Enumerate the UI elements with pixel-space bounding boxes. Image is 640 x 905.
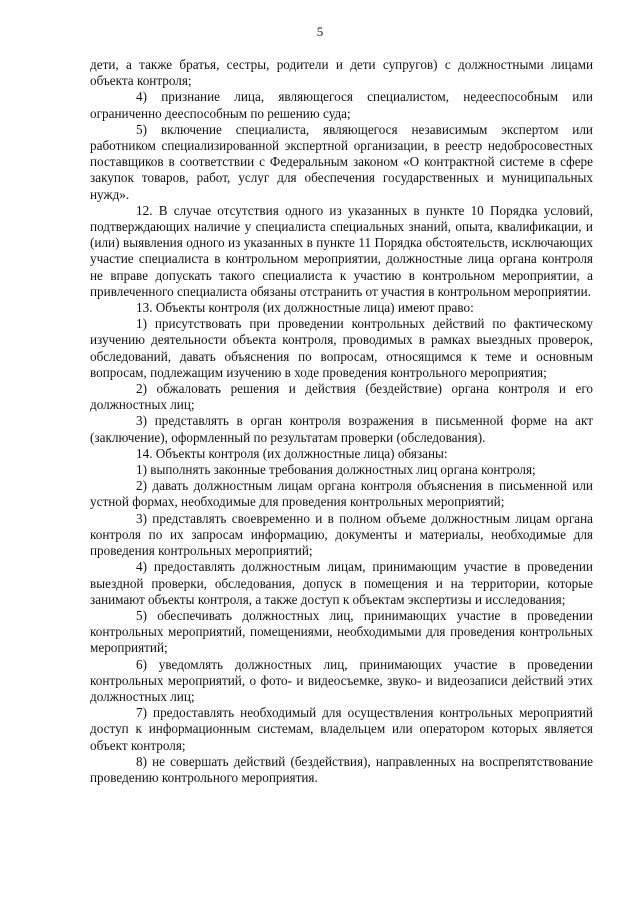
paragraph-clause-14-item-8: 8) не совершать действий (бездействия), направленных на воспрепятствование проведению контрольного мероприятия. [90,753,593,785]
paragraph-clause-14-item-3: 3) представлять своевременно и в полном объеме должностным лицам органа контроля по их запросам информацию, документы и материалы, необходимые для проведения контрольных мероприятий; [90,510,593,559]
paragraph-clause-13-item-1: 1) присутствовать при проведении контрольных действий по фактическому изучению деятельности объекта контроля, проводимых в рамках выездных проверок, обследований, давать объяснения по вопросам, относящимся к теме и основным вопросам, подлежащим изучению в ходе проведения контрольного мероприятия; [90,316,593,380]
paragraph-clause-14: 14. Объекты контроля (их должностные лица) обязаны: [136,445,448,461]
paragraph-continuation: дети, а также братья, сестры, родители и дети супругов) с должностными лицами объекта контроля; [90,57,593,89]
paragraph-clause-12: 12. В случае отсутствия одного из указанных в пункте 10 Порядка условий, подтверждающих наличие у специалиста специальных знаний, опыта, квалификации, и (или) выявления одного из указанных в пункте 11 Порядка обстоятельств, исключающих участие специалиста в контрольном мероприятии, должностные лица органа контроля не вправе допускать такого специалиста к участию в контрольном мероприятии, а привлеченного специалиста обязаны отстранить от участия в контрольном мероприятии. [90,202,593,299]
paragraph-clause-14-item-4: 4) предоставлять должностным лицам, принимающим участие в проведении выездной проверки, обследования, допуск в помещения и на территории, которые занимают объекты контроля, а также доступ к объектам экспертизы и исследования; [90,559,593,607]
document-body [90,57,593,786]
paragraph-clause-14-item-2: 2) давать должностным лицам органа контроля объяснения в письменной или устной формах, необходимые для проведения контрольных мероприятий; [90,478,593,510]
paragraph-clause-14-item-1: 1) выполнять законные требования должностных лиц органа контроля; [136,462,536,478]
paragraph-clause-14-item-6: 6) уведомлять должностных лиц, принимающих участие в проведении контрольных мероприятий, о фото- и видеосъемке, звуко- и видеозаписи действий этих должностных лиц; [90,656,593,704]
paragraph-clause-14-item-5: 5) обеспечивать должностных лиц, принимающих участие в проведении контрольных мероприятий, помещениями, необходимыми для проведения контрольных мероприятий; [90,607,593,656]
paragraph-item-5: 5) включение специалиста, являющегося независимым экспертом или работником специализированной экспертной организации, в реестр недобросовестных поставщиков в соответствии с Федеральным законом «О контрактной системе в сфере закупок товаров, работ, услуг для обеспечения государственных и муниципальных нужд». [90,121,593,202]
paragraph-clause-14-item-7: 7) предоставлять необходимый для осуществления контрольных мероприятий доступ к информационным системам, владельцем или оператором которых является объект контроля; [90,705,593,753]
paragraph-item-4: 4) признание лица, являющегося специалистом, недееспособным или ограниченно дееспособным по решению суда; [90,89,593,121]
paragraph-clause-13-item-3: 3) представлять в орган контроля возражения в письменной форме на акт (заключение), оформленный по результатам проверки (обследования). [90,413,593,445]
paragraph-clause-13: 13. Объекты контроля (их должностные лица) имеют право: [136,300,474,316]
page-number: 5 [316,24,324,39]
paragraph-clause-13-item-2: 2) обжаловать решения и действия (бездействие) органа контроля и его должностных лиц; [90,381,593,413]
